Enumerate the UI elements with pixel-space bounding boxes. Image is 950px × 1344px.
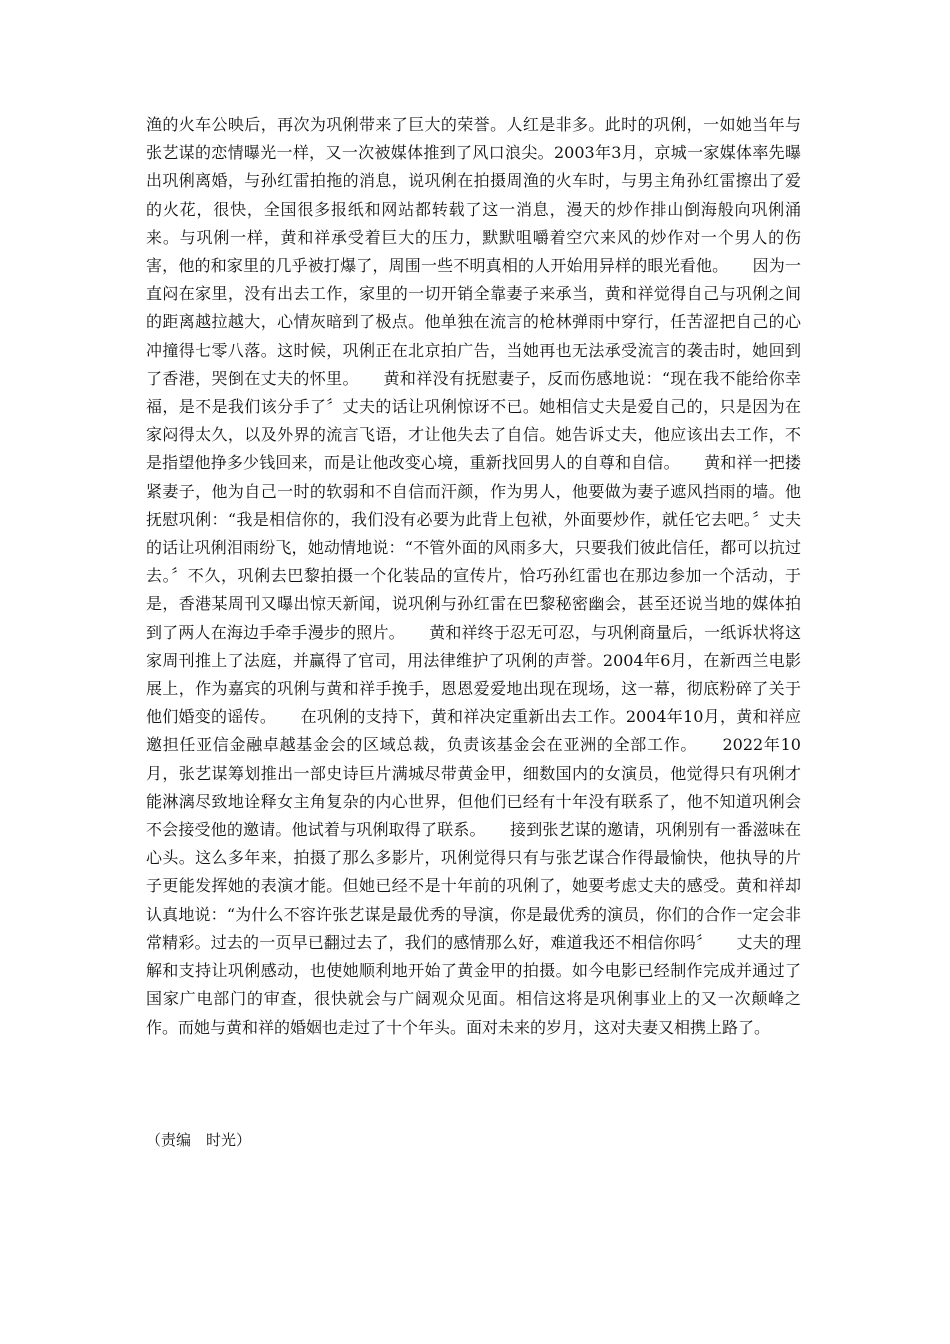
editor-note: （责编 时光） [146, 1131, 252, 1149]
article-body: 渔的火车公映后，再次为巩俐带来了巨大的荣誉。人红是非多。此时的巩俐，一如她当年与张艺谋的恋情曝光一样，又一次被媒体推到了风口浪尖。2003年3月，京城一家媒体率先曝出巩俐离婚，与孙红雷拍拖的消息，说巩俐在拍摄周渔的火车时，与男主角孙红雷擦出了爱的火花，很快，全国很多报纸和网站都转载了这一消息，漫天的炒作排山倒海般向巩俐涌来。与巩俐一样，黄和祥承受着巨大的压力，默默咀嚼着空穴来风的炒作对一个男人的伤害，他的和家里的几乎被打爆了，周围一些不明真相的人开始用异样的眼光看他。 因为一直闷在家里，没有出去工作，家里的一切开销全靠妻子来承当，黄和祥觉得自己与巩俐之间的距离越拉越大，心情灰暗到了极点。他单独在流言的枪林弹雨中穿行，任苦涩把自己的心冲撞得七零八落。这时候，巩俐正在北京拍广告，当她再也无法承受流言的袭击时，她回到了香港，哭倒在丈夫的怀里。 黄和祥没有抚慰妻子，反而伤感地说：“现在我不能给你幸福，是不是我们该分手了〞丈夫的话让巩俐惊讶不已。她相信丈夫是爱自己的，只是因为在家闷得太久，以及外界的流言飞语，才让他失去了自信。她告诉丈夫，他应该出去工作，不是指望他挣多少钱回来，而是让他改变心境，重新找回男人的自尊和自信。 黄和祥一把搂紧妻子，他为自己一时的软弱和不自信而汗颜，作为男人，他要做为妻子遮风挡雨的墙。他抚慰巩俐：“我是相信你的，我们没有必要为此背上包袱，外面要炒作，就任它去吧。〞丈夫的话让巩俐泪雨纷飞，她动情地说：“不管外面的风雨多大，只要我们彼此信任，都可以抗过去。〞不久，巩俐去巴黎拍摄一个化装品的宣传片，恰巧孙红雷也在那边参加一个活动，于是，香港某周刊又曝出惊天新闻，说巩俐与孙红雷在巴黎秘密幽会，甚至还说当地的媒体拍到了两人在海边手牵手漫步的照片。 黄和祥终于忍无可忍，与巩俐商量后，一纸诉状将这家周刊推上了法庭，并赢得了官司，用法律维护了巩俐的声誉。2004年6月，在新西兰电影展上，作为嘉宾的巩俐与黄和祥手挽手，恩恩爱爱地出现在现场，这一幕，彻底粉碎了关于他们婚变的谣传。 在巩俐的支持下，黄和祥决定重新出去工作。2004年10月，黄和祥应邀担任亚信金融卓越基金会的区域总裁，负责该基金会在亚洲的全部工作。 2022年10月，张艺谋筹划推出一部史诗巨片满城尽带黄金甲，细数国内的女演员，他觉得只有巩俐才能淋漓尽致地诠释女主角复杂的内心世界，但他们已经有十年没有联系了，他不知道巩俐会不会接受他的邀请。他试着与巩俐取得了联系。 接到张艺谋的邀请，巩俐别有一番滋味在心头。这么多年来，拍摄了那么多影片，巩俐觉得只有与张艺谋合作得最愉快，他执导的片子更能发挥她的表演才能。但她已经不是十年前的巩俐了，她要考虑丈夫的感受。黄和祥却认真地说：“为什么不容许张艺谋是最优秀的导演，你是最优秀的演员，你们的合作一定会非常精彩。过去的一页早已翻过去了，我们的感情那么好，难道我还不相信你吗〞 丈夫的理解和支持让巩俐感动，也使她顺利地开始了黄金甲的拍摄。如今电影已经制作完成并通过了国家广电部门的审查，很快就会与广阔观众见面。相信这将是巩俐事业上的又一次颠峰之作。而她与黄和祥的婚姻也走过了十个年头。面对未来的岁月，这对夫妻又相携上路了。 [146, 115, 801, 1037]
